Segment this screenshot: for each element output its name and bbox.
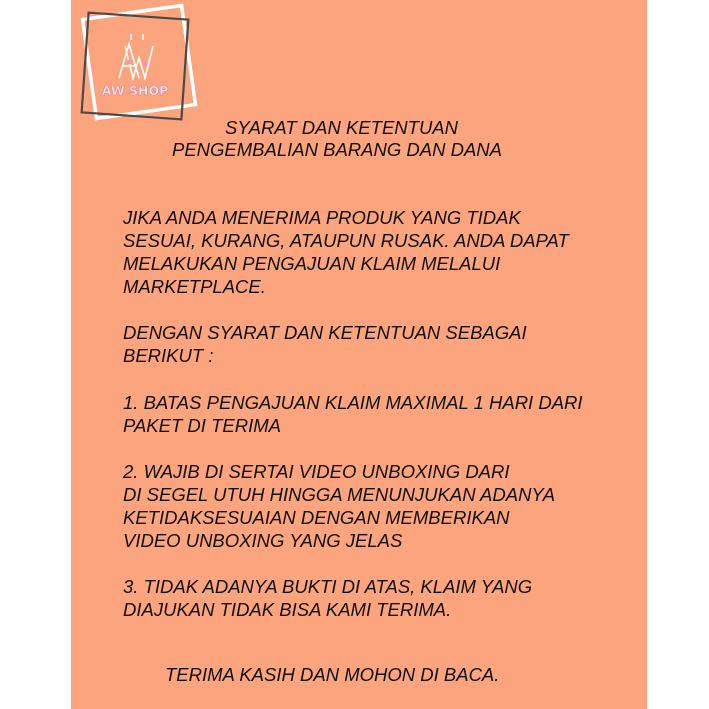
rule-3 [123, 575, 532, 621]
intro-line: MELAKUKAN PENGAJUAN KLAIM MELALUI [123, 253, 501, 274]
rule-line: 1. BATAS PENGAJUAN KLAIM MAXIMAL 1 HARI DARI [123, 392, 583, 413]
heading-line-1: SYARAT DAN KETENTUAN [225, 117, 459, 138]
intro-paragraph [123, 206, 569, 298]
rule-line: DI SEGEL UTUH HINGGA MENUNJUKAN ADANYA [123, 484, 556, 505]
heading-line-2: PENGEMBALIAN BARANG DAN DANA [172, 139, 502, 160]
intro-line: MARKETPLACE. [123, 276, 266, 297]
rule-line: VIDEO UNBOXING YANG JELAS [123, 530, 403, 551]
logo-frame-outer [83, 6, 196, 119]
rule-line: 3. TIDAK ADANYA BUKTI DI ATAS, KLAIM YANG [123, 576, 533, 597]
intro-line: JIKA ANDA MENERIMA PRODUK YANG TIDAK [123, 207, 521, 228]
intro-line: SESUAI, KURANG, ATAUPUN RUSAK. ANDA DAPAT [123, 230, 569, 251]
conditions-intro-line: BERIKUT : [123, 345, 214, 366]
aw-monogram-icon [119, 34, 153, 78]
closing-text: TERIMA KASIH DAN MOHON DI BACA. [165, 664, 500, 685]
rule-2 [123, 460, 555, 552]
conditions-intro-line: DENGAN SYARAT DAN KETENTUAN SEBAGAI [123, 322, 527, 343]
logo-text: AW SHOP [101, 83, 169, 98]
rule-line: DIAJUKAN TIDAK BISA KAMI TERIMA. [123, 599, 452, 620]
terms-poster [71, 0, 647, 709]
rule-line: 2. WAJIB DI SERTAI VIDEO UNBOXING DARI [123, 461, 510, 482]
rule-1 [123, 391, 583, 437]
rule-line: KETIDAKSESUAIAN DENGAN MEMBERIKAN [123, 507, 510, 528]
rule-line: PAKET DI TERIMA [123, 415, 281, 436]
conditions-intro-paragraph [123, 321, 527, 367]
